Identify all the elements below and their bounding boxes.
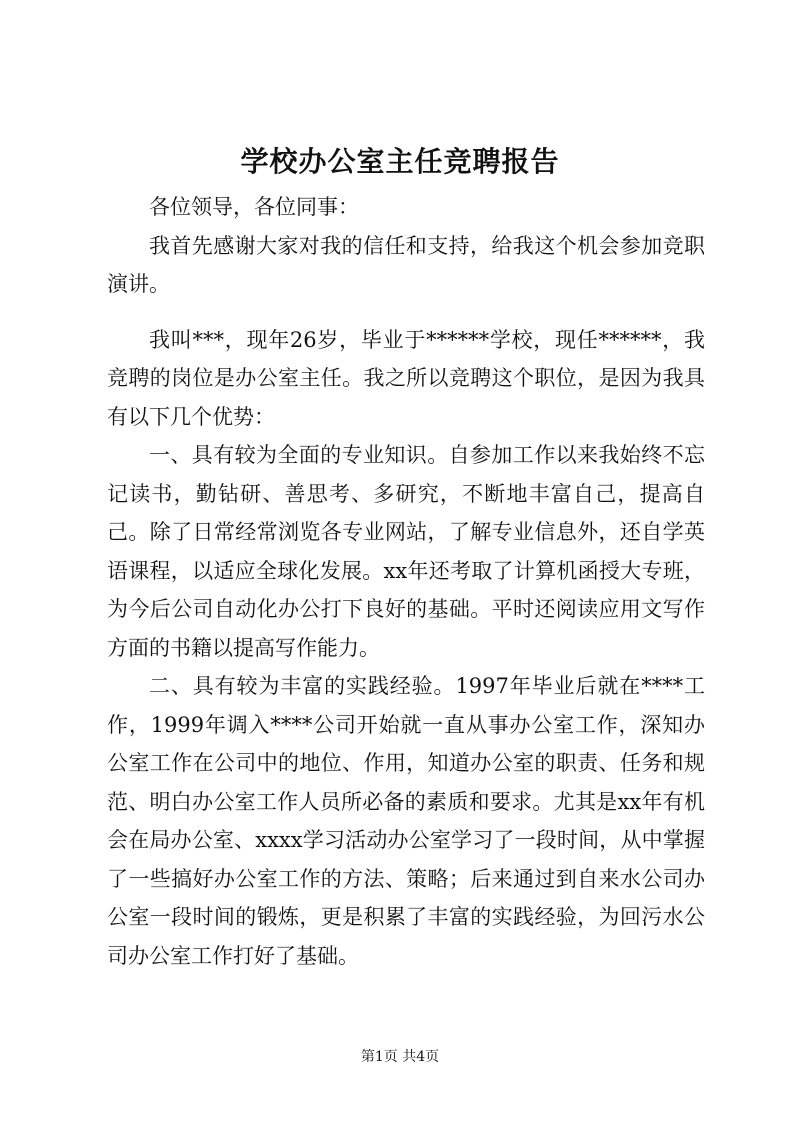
document-body [107, 188, 705, 975]
salutation-paragraph: 各位领导，各位同事： [149, 195, 359, 219]
document-title: 学校办公室主任竞聘报告 [240, 145, 560, 178]
thanks-paragraph: 我首先感谢大家对我的信任和支持，给我这个机会参加竞职演讲。 [107, 233, 705, 296]
page-footer: 第1页 共4页 [360, 1049, 440, 1065]
advantage-two-paragraph: 二、具有较为丰富的实践经验。1997年毕业后就在****工作，1999年调入****公司开始就一直从事办公室工作，深知办公室工作在公司中的地位、作用，知道办公室的职责、任务和规范、明白办公室工作人员所必备的素质和要求。尤其是xx年有机会在局办公室、xxxx学习活动办公室学习了一段时间，从中掌握了一些搞好办公室工作的方法、策略；后来通过到自来水公司办公室一段时间的锻炼，更是积累了丰富的实践经验，为回污水公司办公室工作打好了基础。 [107, 674, 705, 968]
advantage-one-paragraph: 一、具有较为全面的专业知识。自参加工作以来我始终不忘记读书，勤钻研、善思考、多研究，不断地丰富自己，提高自己。除了日常经常浏览各专业网站，了解专业信息外，还自学英语课程，以适应全球化发展。xx年还考取了计算机函授大专班，为今后公司自动化办公打下良好的基础。平时还阅读应用文写作方面的书籍以提高写作能力。 [107, 443, 705, 660]
introduction-paragraph: 我叫***，现年26岁，毕业于******学校，现任******，我竞聘的岗位是办公室主任。我之所以竞聘这个职位，是因为我具有以下几个优势： [107, 327, 705, 429]
